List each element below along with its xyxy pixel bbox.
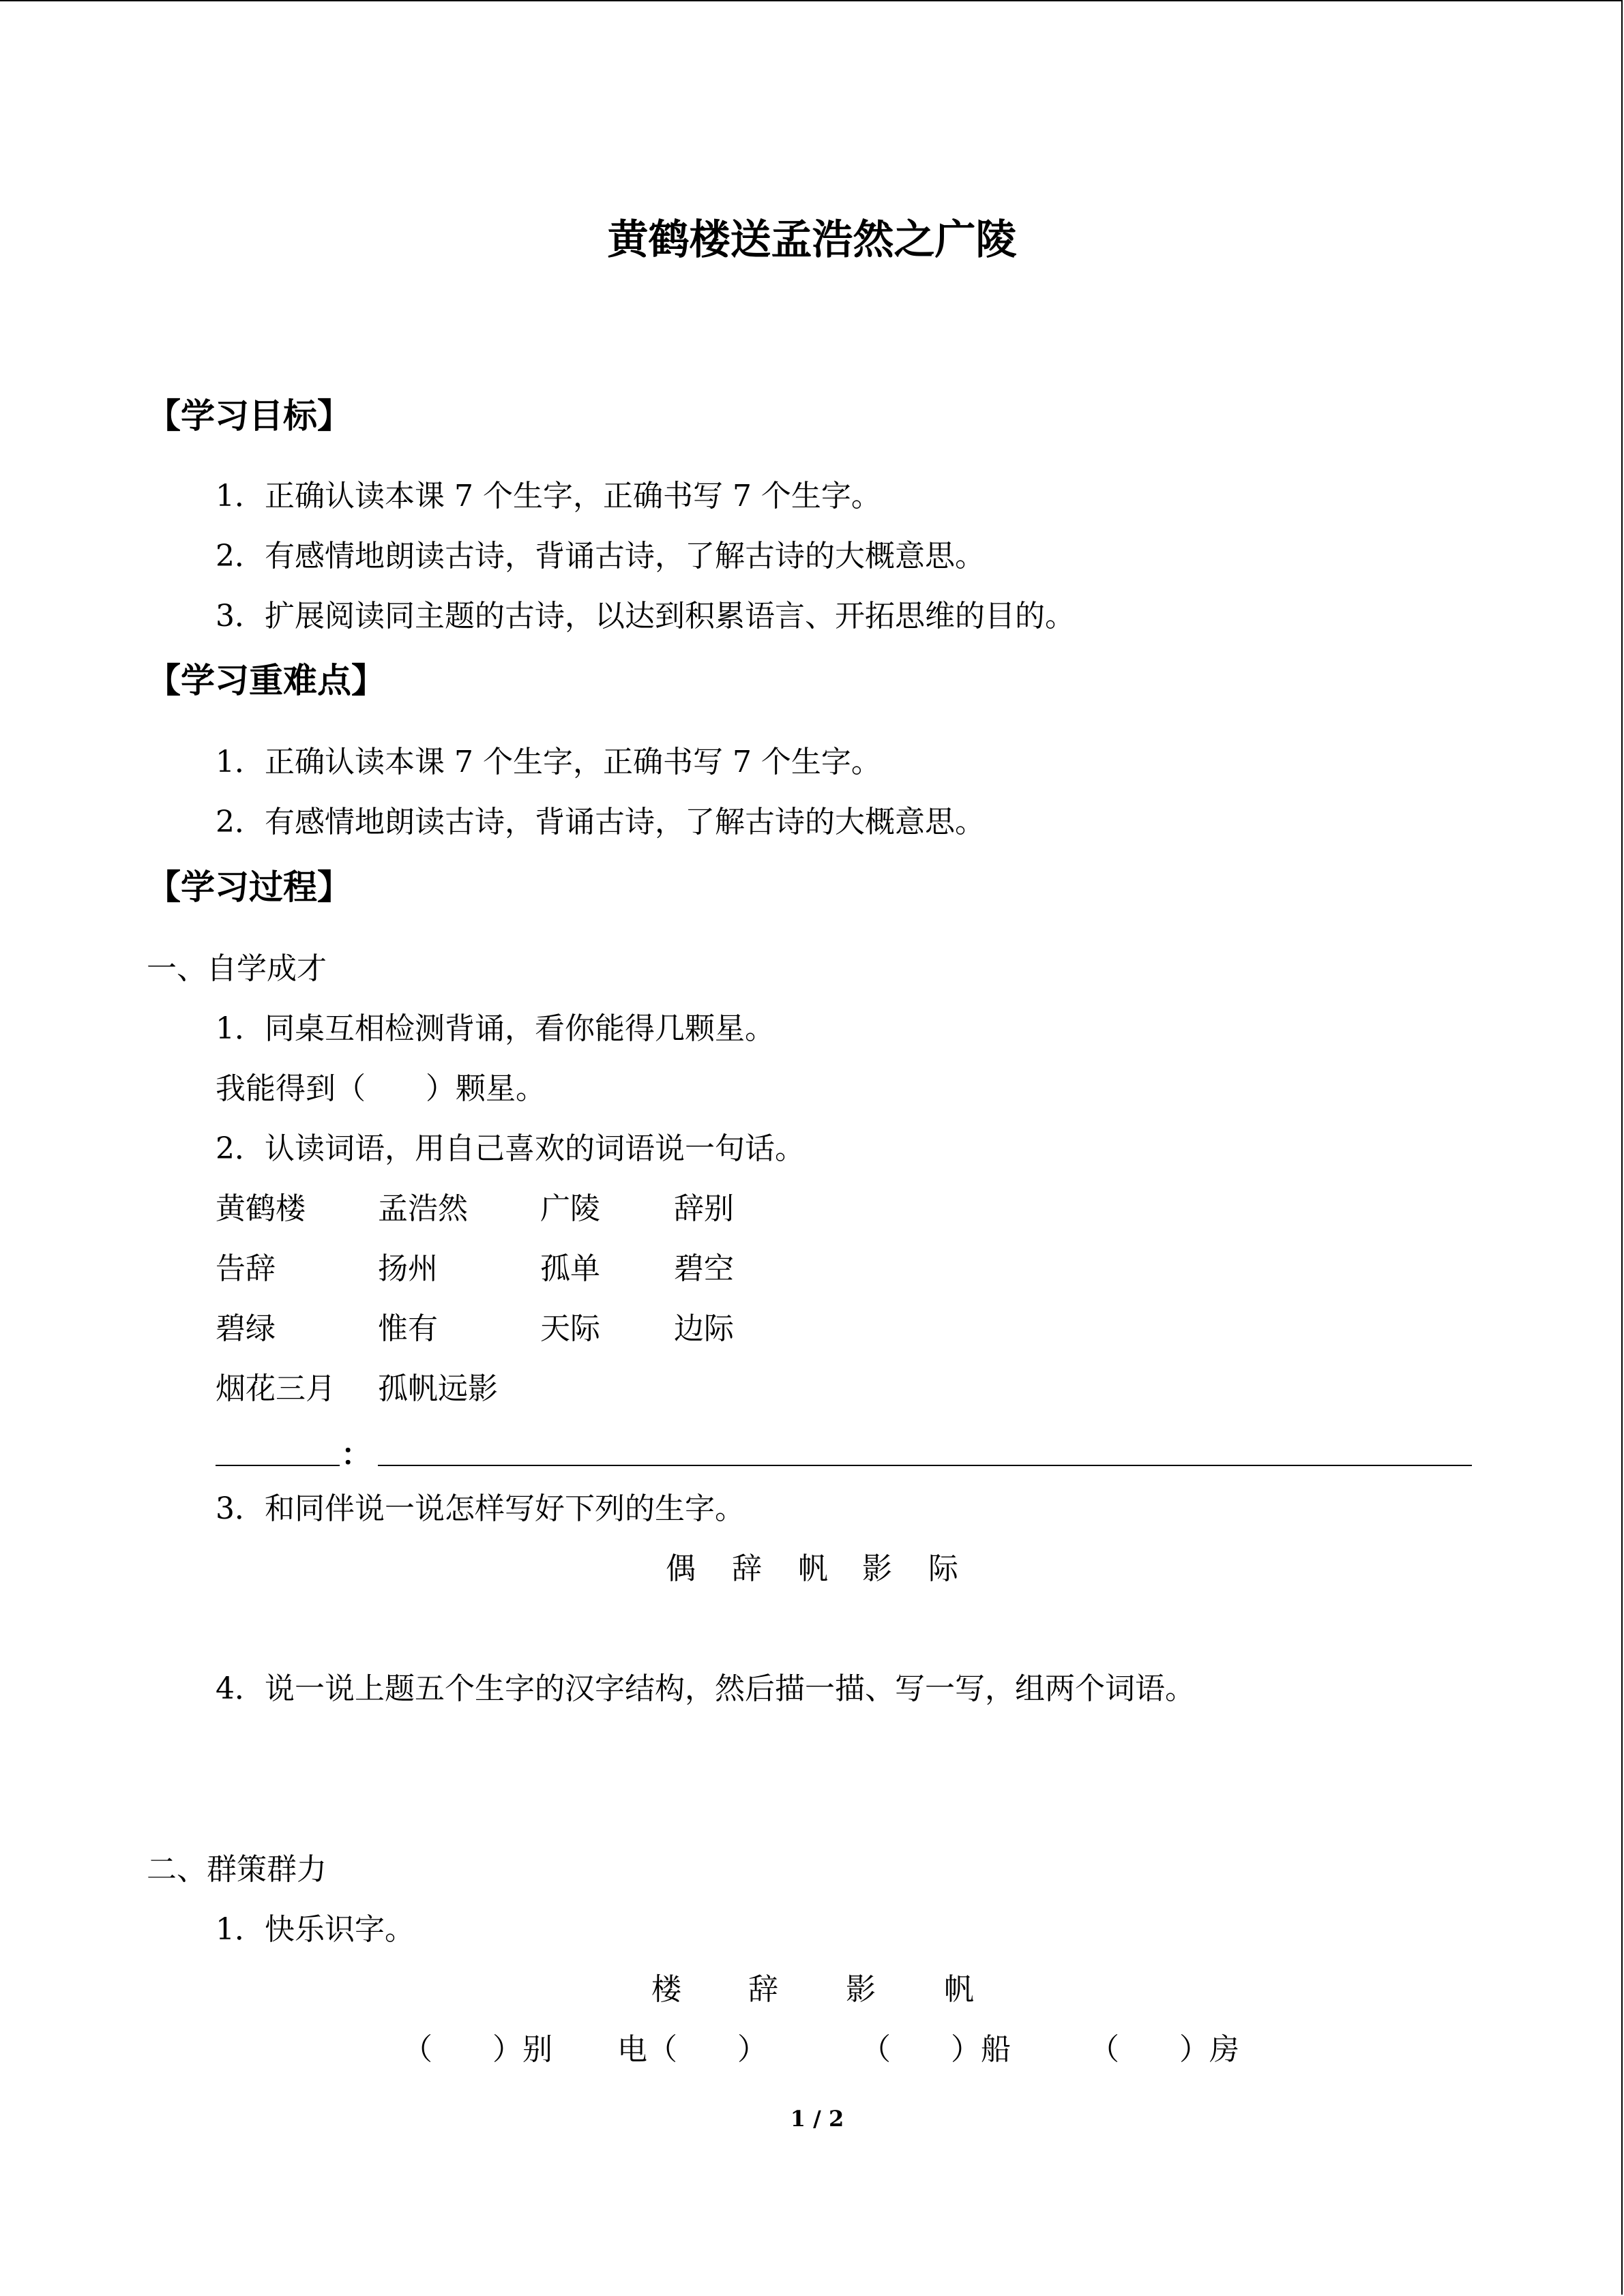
word-blank-line (216, 1465, 340, 1466)
fill-blank-item: 电（ ） (617, 2032, 767, 2067)
word-item: 孤帆远影 (378, 1371, 498, 1406)
part1-heading: 一、自学成才 (147, 951, 327, 986)
objective-item: 1．正确认读本课 7 个生字，正确书写 7 个生字。 (216, 479, 881, 513)
character-item: 偶 (666, 1551, 696, 1586)
word-item: 广陵 (540, 1191, 600, 1226)
character-item: 辞 (732, 1551, 762, 1586)
part1-question-2: 2．认读词语，用自己喜欢的词语说一句话。 (216, 1131, 805, 1166)
objectives-heading: 【学习目标】 (147, 396, 351, 436)
fill-blank-item: （ ）别 (402, 2032, 552, 2067)
objective-item: 2．有感情地朗读古诗，背诵古诗，了解古诗的大概意思。 (216, 539, 985, 573)
word-item: 孤单 (540, 1251, 600, 1286)
word-item: 边际 (674, 1311, 734, 1346)
part2-question-1: 1．快乐识字。 (216, 1912, 415, 1947)
key-point-item: 2．有感情地朗读古诗，背诵古诗，了解古诗的大概意思。 (216, 805, 985, 839)
key-points-heading: 【学习重难点】 (147, 661, 385, 700)
colon-mark: ： (341, 1437, 371, 1472)
word-item: 扬州 (378, 1251, 438, 1286)
part1-question-1-answer: 我能得到（ ）颗星。 (216, 1071, 546, 1106)
word-item: 碧绿 (216, 1311, 276, 1346)
word-item: 惟有 (378, 1311, 438, 1346)
process-heading: 【学习过程】 (147, 867, 351, 907)
word-item: 辞别 (674, 1191, 734, 1226)
word-item: 告辞 (216, 1251, 276, 1286)
part1-question-1: 1．同桌互相检测背诵，看你能得几颗星。 (216, 1011, 775, 1046)
character-item: 影 (862, 1551, 892, 1586)
fill-blank-item: （ ）船 (861, 2032, 1011, 2067)
page-number: 1 / 2 (790, 2106, 844, 2132)
word-item: 孟浩然 (378, 1191, 468, 1226)
word-item: 黄鹤楼 (216, 1191, 306, 1226)
page-title: 黄鹤楼送孟浩然之广陵 (607, 216, 1017, 264)
word-item: 烟花三月 (216, 1371, 336, 1406)
key-point-item: 1．正确认读本课 7 个生字，正确书写 7 个生字。 (216, 745, 881, 779)
part2-heading: 二、群策群力 (147, 1852, 327, 1887)
sentence-blank-line (378, 1465, 1472, 1466)
fill-blank-item: （ ）房 (1089, 2032, 1239, 2067)
character-item: 际 (928, 1551, 958, 1586)
objective-item: 3．扩展阅读同主题的古诗，以达到积累语言、开拓思维的目的。 (216, 599, 1075, 633)
character-item: 楼 (651, 1972, 681, 2007)
character-item: 帆 (798, 1551, 828, 1586)
part1-question-3: 3．和同伴说一说怎样写好下列的生字。 (216, 1491, 745, 1526)
character-item: 影 (846, 1972, 876, 2007)
character-item: 辞 (748, 1972, 778, 2007)
word-item: 天际 (540, 1311, 600, 1346)
word-item: 碧空 (674, 1251, 734, 1286)
part1-question-4: 4．说一说上题五个生字的汉字结构，然后描一描、写一写，组两个词语。 (216, 1671, 1195, 1706)
character-item: 帆 (944, 1972, 974, 2007)
